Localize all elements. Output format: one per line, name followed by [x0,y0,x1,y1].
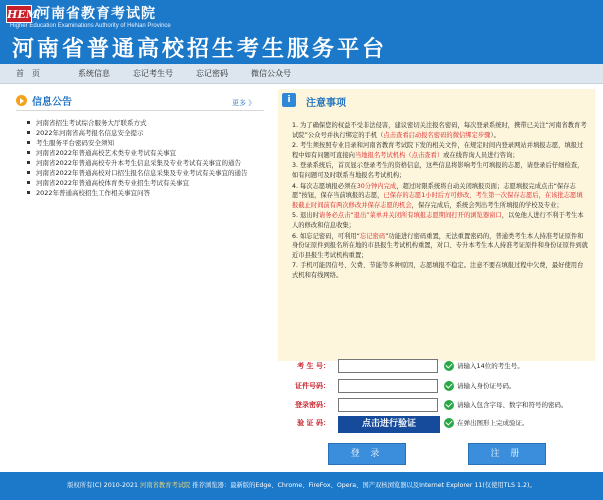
password-input[interactable] [338,398,438,412]
news-header [16,93,264,113]
nav-system-info[interactable]: 系统信息 [78,69,110,78]
examno-row [288,359,598,375]
notice-item [292,211,588,230]
site-footer [0,472,603,500]
hem-logo: HEM [6,5,32,23]
news-list [16,118,264,198]
notice-text: ，超过时限系统将自动关闭填报页面；志愿填报完成点击“保存志愿”按钮，保存当前填报的志愿， [292,182,576,200]
news-item[interactable]: 河南省2022年普通高校艺术类专业考试有关事宜 [16,148,264,158]
news-item[interactable]: 河南省招生考试综合服务大厅联系方式 [16,118,264,128]
copyright-text: 版权所有(C) 2010-2021 [67,482,139,489]
pwd-row [288,398,598,414]
captcha-hint: 在弹出图形上完成验证。 [457,419,529,427]
notice-text: ，保存完成后，系统会列出考生所填报的学校及专业； [411,201,563,209]
site-title: 河南省普通高校招生考生服务平台 [12,37,388,62]
captcha-row [288,416,598,432]
browser-recommendation: 推荐浏览器：最新版的Edge、Chrome、FireFox、Opera、国产双核浏览器以及Internet Explorer 11(仅使用TLS 1.2)。 [192,482,536,489]
examno-label: 考 生 号： [297,362,330,370]
news-item[interactable]: 2022年普通高校招生工作相关事宜问答 [16,188,264,198]
idno-hint: 请输入身份证号码。 [457,382,516,390]
notice-highlight[interactable]: 当地报名考试机构（点击查看） [354,151,444,159]
notice-text: 3. 登录系统后，首页显示登录考生的资格信息，这些信息将影响考生可填报的志愿，请登录后仔细检查，如有问题可及时联系当地报名考试机构； [292,162,584,179]
notice-item [292,261,588,280]
news-item[interactable]: 河南省2022年普通高校对口招生报名信息采集及专业考试有关事宜的通告 [16,168,264,178]
nav-wechat[interactable]: 微信公众号 [251,69,291,78]
news-item[interactable]: 考生服务平台密码安全须知 [16,138,264,148]
notice-item [292,161,588,180]
register-button[interactable]: 注 册 [468,443,546,465]
notice-text: 7. 手机可能因信号、欠费、节能等多种原因，志愿填报不稳定。注意不要在填报过程中欠费，最好使用台式机和有线网络。 [292,262,584,279]
notice-text: ）。 [490,131,500,139]
check-icon [444,400,454,410]
nav-home[interactable]: 首 页 [16,69,40,78]
notice-highlight[interactable]: 已保存的志愿1小时后方可修改，考生第一次保存志愿后，在该批志愿填报截止时间前有两次修改并保存志愿的机会 [292,192,583,209]
notice-text: 1. 为了确保您的权益不受非法侵害，建议密切关注报名密码，每次登录系统时，携带已关注“河南省教育考试院”公众号并执行绑定的手机（ [292,122,587,139]
check-icon [444,381,454,391]
examno-hint: 请输入14位的考生号。 [457,362,524,370]
notice-body [292,121,588,282]
play-circle-icon [16,95,27,106]
notice-highlight[interactable]: 30分钟内完成 [356,182,397,190]
idno-label: 证件号码： [295,382,330,390]
org-name: 河南省教育考试院 [36,6,156,22]
idno-input[interactable] [338,379,438,393]
notice-item [292,232,588,261]
pwd-label: 登录密码： [295,401,330,409]
more-link[interactable]: 更多 》 [232,99,256,107]
nav-forgot-examno[interactable]: 忘记考生号 [133,69,173,78]
captcha-button[interactable]: 点击进行验证 [338,416,440,433]
org-name-en: Higher Education Examinations Authority of HeNan Province [10,23,171,29]
news-item[interactable]: 河南省2022年普通高校专升本考生信息采集及专业考试有关事宜的通告 [16,158,264,168]
notice-highlight[interactable]: 忘记密码 [359,232,386,240]
news-item[interactable]: 2022年河南省高考报名信息安全提示 [16,128,264,138]
news-item[interactable]: 河南省2022年普通高校体育类专业招生考试有关事宜 [16,178,264,188]
notice-highlight[interactable]: 点击查看启动报名密码的微信绑定步骤 [383,131,491,139]
notice-item [292,141,588,160]
pwd-hint: 请输入包含字母、数字和符号的密码。 [457,401,568,409]
check-icon [444,361,454,371]
notice-panel [278,89,595,361]
notice-title: 注意事项 [306,98,346,109]
site-header [0,0,603,64]
news-title: 信息公告 [32,97,72,108]
org-link[interactable]: 河南省教育考试院 [140,482,191,489]
notice-text: 或在线咨询人员进行咨询； [443,151,519,159]
notice-item [292,182,588,211]
notice-text: 4. 每次志愿填报必须在 [292,182,357,190]
captcha-label: 验 证 码： [297,419,330,427]
notice-text: ，以免他人进行不利于考生本人的修改和信息收集； [292,212,584,229]
nav-forgot-password[interactable]: 忘记密码 [196,69,228,78]
notice-highlight[interactable]: 请务必点击“退出”菜单并关闭所有填报志愿期间打开的浏览器窗口 [318,212,502,220]
notice-text: 6. 如忘记密码，可利用“ [292,232,360,240]
news-panel [16,93,264,197]
login-button[interactable]: 登 录 [328,443,406,465]
notice-text: ”功能进行密码重置，无法重置密码的，普通类考生本人持准考证原件和身份证原件到报名所在地的市县报生考试机构重置，对口、专升本考生本人持准考证原件和身份证原件到就近市县报生考试机构重置； [292,232,588,259]
notice-text: 2. 考生须按照专业目录和河南省教育考试院下发的相关文件，在规定时间内登录网站并填报志愿，填报过程中如有问题可直接向 [292,142,584,159]
examno-input[interactable] [338,359,438,373]
main-nav [0,64,603,84]
divider [16,110,264,111]
notice-item [292,121,588,140]
notice-header [282,93,591,111]
info-icon: i [282,93,296,107]
idno-row [288,379,598,395]
notice-text: 5. 退出时 [292,212,319,220]
check-icon [444,418,454,428]
